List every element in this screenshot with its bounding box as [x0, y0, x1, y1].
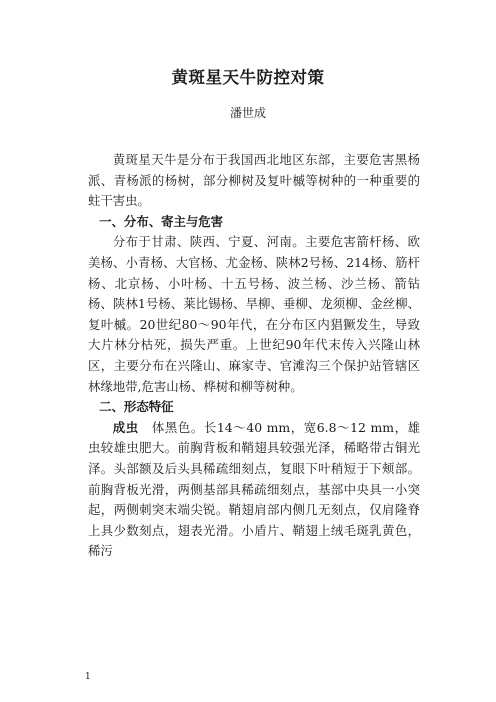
- adult-lead-term: 成虫: [112, 419, 139, 435]
- document-title: 黄斑星天牛防控对策: [171, 68, 325, 87]
- adult-description: 体黑色。长14～40 mm，宽6.8～12 mm，雄虫较雄虫肥大。前胸背板和鞘翅具较强光泽，稀略带古铜光泽。头部额及后头具稀疏细刻点，复眼下叶稍短于下颊部。前胸背板光滑，两侧基部具稀疏细刻点，基部中央具一小突起，两侧刺突末端尖锐。鞘翅肩部内侧几无刻点，仅肩隆脊上具少数刻点，翅表光滑。小盾片、鞘翅上绒毛斑乳黄色，稀污: [88, 419, 420, 559]
- section-heading-morphology: 二、形态特征: [99, 399, 174, 415]
- intro-paragraph: 黄斑星天牛是分布于我国西北地区东部，主要危害黑杨派、青杨派的杨树，部分柳树及复叶槭等树种的一种重要的蛀干害虫。: [88, 152, 420, 209]
- page-number: 1: [85, 672, 91, 682]
- section-heading-distribution: 一、分布、寄主与危害: [99, 213, 224, 229]
- document-author: 潘世成: [229, 106, 266, 120]
- section-paragraph-morphology: [88, 418, 420, 562]
- document-body: [88, 150, 420, 562]
- section-paragraph-distribution: 分布于甘肃、陕西、宁夏、河南。主要危害箭杆杨、欧美杨、小青杨、大官杨、尤金杨、陕林2号杨、214杨、筋杆杨、北京杨、小叶杨、十五号杨、波兰杨、沙兰杨、箭钻杨、陕林1号杨、莱比锡杨、旱柳、垂柳、龙须柳、金丝柳、复叶槭。20世纪80～90年代，在分布区内猖獗发生，导致大片林分枯死，损失严重。上世纪90年代末传入兴隆山林区，主要分布在兴隆山、麻家寺、官滩沟三个保护站管辖区林缘地带,危害山杨、桦树和柳等树种。: [88, 234, 420, 394]
